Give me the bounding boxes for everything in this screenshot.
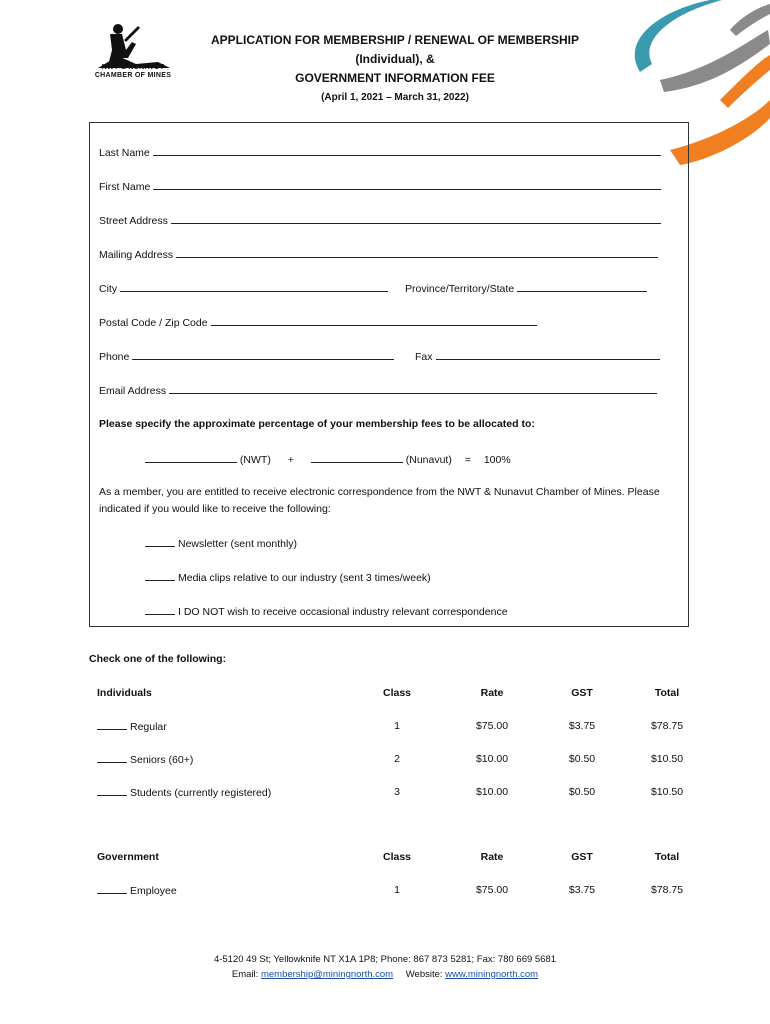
- row-total: $78.75: [650, 883, 684, 896]
- table-row: [97, 709, 707, 742]
- nunavut-percent-field[interactable]: [311, 452, 403, 463]
- logo-line1: NWT & NUNAVUT: [101, 64, 165, 71]
- member-info-text: As a member, you are entitled to receive electronic correspondence from the NWT & Nunavut Chamber of Mines. Please indicated if you would like to receive the following:: [99, 486, 660, 515]
- header-class: Class: [382, 686, 412, 699]
- province-field[interactable]: [517, 281, 647, 292]
- city-field[interactable]: [120, 281, 388, 292]
- row-gst: $0.50: [568, 752, 596, 765]
- table-row: [97, 775, 707, 808]
- postal-code-label: Postal Code / Zip Code: [99, 317, 208, 329]
- newsletter-checkbox[interactable]: [145, 536, 175, 547]
- street-address-row: [99, 213, 661, 227]
- government-table: [97, 840, 707, 906]
- check-heading: Check one of the following:: [89, 653, 227, 665]
- city-label: City: [99, 283, 118, 295]
- nunavut-label: (Nunavut): [405, 454, 452, 466]
- mailing-address-label: Mailing Address: [99, 249, 174, 261]
- header-total: Total: [654, 850, 680, 863]
- first-name-field[interactable]: [153, 179, 661, 190]
- no-correspondence-option: [145, 604, 508, 618]
- regular-checkbox[interactable]: [97, 719, 127, 730]
- province-label: Province/Territory/State: [405, 283, 515, 295]
- email-field[interactable]: [169, 383, 657, 394]
- phone-label: Phone: [99, 351, 130, 363]
- government-header-row: [97, 840, 707, 873]
- footer-address: 4-5120 49 St; Yellowknife NT X1A 1P8; Phone: 867 873 5281; Fax: 780 669 5681: [213, 954, 557, 965]
- row-rate: $10.00: [475, 752, 509, 765]
- seniors-checkbox[interactable]: [97, 752, 127, 763]
- row-class: 2: [394, 752, 400, 765]
- email-label: Email Address: [99, 385, 167, 397]
- row-name-cell: [97, 775, 347, 808]
- header-gst: GST: [571, 850, 593, 863]
- header-individuals: Individuals: [97, 686, 152, 699]
- application-form: [89, 122, 689, 627]
- email-label: Email:: [231, 969, 259, 980]
- media-option: [145, 570, 431, 584]
- mailing-address-row: [99, 247, 658, 261]
- title-line-1: APPLICATION FOR MEMBERSHIP / RENEWAL OF MEMBERSHIP: [210, 33, 580, 47]
- row-rate: $75.00: [475, 719, 509, 732]
- header-class: Class: [382, 850, 412, 863]
- header-rate: Rate: [480, 686, 504, 699]
- phone-field[interactable]: [132, 349, 394, 360]
- footer-contact: [0, 967, 770, 982]
- logo-line2: CHAMBER OF MINES: [94, 72, 172, 79]
- row-name-cell: [97, 742, 347, 775]
- fax-field[interactable]: [436, 349, 660, 360]
- postal-code-field[interactable]: [211, 315, 537, 326]
- website-link[interactable]: www.miningnorth.com: [445, 969, 539, 980]
- individuals-header-row: [97, 676, 707, 709]
- email-row: [99, 383, 657, 397]
- logo-text: [88, 64, 178, 80]
- title-line-2: (Individual), &: [355, 52, 435, 66]
- newsletter-option: [145, 536, 297, 550]
- row-name-cell: [97, 873, 347, 906]
- title-line-3: GOVERNMENT INFORMATION FEE: [295, 71, 495, 85]
- allocation-prompt: Please specify the approximate percentage of your membership fees to be allocated to:: [99, 418, 535, 430]
- title-block: [180, 31, 610, 108]
- plus-sign: +: [287, 454, 294, 466]
- row-name: Seniors (60+): [130, 753, 194, 766]
- province-row: [405, 281, 647, 295]
- fax-row: [415, 349, 660, 363]
- website-label: Website:: [405, 969, 443, 980]
- last-name-field[interactable]: [153, 145, 661, 156]
- date-range: (April 1, 2021 – March 31, 2022): [321, 92, 469, 103]
- fax-label: Fax: [415, 351, 433, 363]
- first-name-row: [99, 179, 661, 193]
- street-address-field[interactable]: [171, 213, 661, 224]
- row-name-cell: [97, 709, 347, 742]
- students-checkbox[interactable]: [97, 785, 127, 796]
- total-percent: 100%: [483, 454, 511, 466]
- city-row: [99, 281, 388, 295]
- table-row: [97, 873, 707, 906]
- row-class: 1: [394, 719, 400, 732]
- row-total: $78.75: [650, 719, 684, 732]
- equals-sign: =: [464, 454, 471, 466]
- row-class: 3: [394, 785, 400, 798]
- header-total: Total: [654, 686, 680, 699]
- header-rate: Rate: [480, 850, 504, 863]
- phone-row: [99, 349, 394, 363]
- footer: [0, 952, 770, 982]
- row-total: $10.50: [650, 785, 684, 798]
- nwt-percent-field[interactable]: [145, 452, 237, 463]
- row-name: Students (currently registered): [130, 786, 272, 799]
- last-name-row: [99, 145, 661, 159]
- nwt-label: (NWT): [239, 454, 271, 466]
- header-gst: GST: [571, 686, 593, 699]
- employee-checkbox[interactable]: [97, 883, 127, 894]
- row-gst: $3.75: [568, 883, 596, 896]
- postal-code-row: [99, 315, 537, 329]
- table-row: [97, 742, 707, 775]
- row-total: $10.50: [650, 752, 684, 765]
- row-class: 1: [394, 883, 400, 896]
- row-gst: $3.75: [568, 719, 596, 732]
- email-link[interactable]: membership@miningnorth.com: [260, 969, 394, 980]
- allocation-row: [145, 452, 511, 466]
- last-name-label: Last Name: [99, 147, 150, 159]
- media-label: Media clips relative to our industry (sent 3 times/week): [178, 572, 431, 584]
- mailing-address-field[interactable]: [176, 247, 658, 258]
- row-name: Employee: [130, 884, 177, 897]
- street-address-label: Street Address: [99, 215, 168, 227]
- first-name-label: First Name: [99, 181, 151, 193]
- row-rate: $10.00: [475, 785, 509, 798]
- row-gst: $0.50: [568, 785, 596, 798]
- header-government: Government: [97, 850, 159, 863]
- individuals-table: [97, 676, 707, 808]
- newsletter-label: Newsletter (sent monthly): [178, 538, 298, 550]
- no-correspondence-label: I DO NOT wish to receive occasional industry relevant correspondence: [178, 606, 508, 618]
- row-name: Regular: [130, 720, 167, 733]
- media-checkbox[interactable]: [145, 570, 175, 581]
- no-correspondence-checkbox[interactable]: [145, 604, 175, 615]
- row-rate: $75.00: [475, 883, 509, 896]
